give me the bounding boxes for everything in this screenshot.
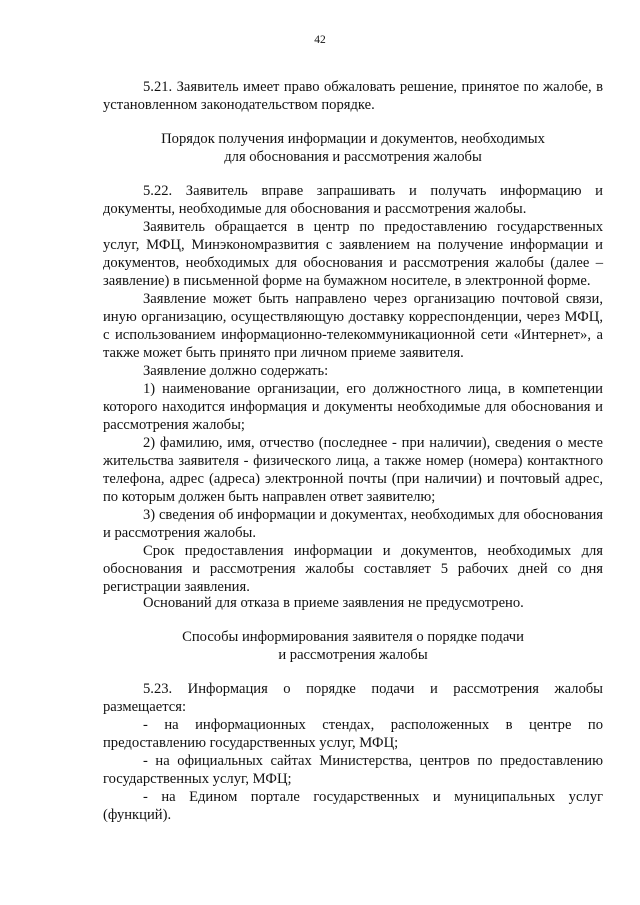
section-heading-line: для обоснования и рассмотрения жалобы (224, 149, 482, 165)
list-item-3: 3) сведения об информации и документах, необходимых для обоснования и рассмотрения жалобы. (103, 507, 603, 541)
section-heading-obtaining-info (103, 130, 603, 166)
list-item-1: 1) наименование организации, его должностного лица, в компетенции которого находится информация и документы необходимые для обоснования и рассмотрения жалобы; (103, 381, 603, 433)
page-number: 42 (314, 34, 326, 46)
list-item-2: 2) фамилию, имя, отчество (последнее - при наличии), сведения о месте жительства заявителя - физического лица, а также номер (номера) контактного телефона, адрес (адреса) электронной почты (при наличии) и почтовый адрес, по которым должен быть направлен ответ заявителю; (103, 435, 603, 505)
paragraph-no-refusal: Оснований для отказа в приеме заявления не предусмотрено. (143, 595, 524, 611)
list-item-websites: - на официальных сайтах Министерства, центров по предоставлению государственных услуг, МФЦ; (103, 753, 603, 787)
paragraph-5-22: 5.22. Заявитель вправе запрашивать и получать информацию и документы, необходимые для обоснования и рассмотрения жалобы. (103, 183, 603, 217)
section-heading-line: Способы информирования заявителя о порядке подачи (182, 629, 524, 645)
section-heading-informing (103, 628, 603, 664)
list-item-portal: - на Едином портале государственных и муниципальных услуг (функций). (103, 789, 603, 823)
paragraph-applicant-request: Заявитель обращается в центр по предоставлению государственных услуг, МФЦ, Минэкономразвития с заявлением на получение информации и документов, необходимых для обоснования и рассмотрения жалобы (далее – заявление) в письменной форме на бумажном носителе, в электронной форме. (103, 219, 603, 289)
paragraph-submission-channels: Заявление может быть направлено через организацию почтовой связи, иную организацию, осуществляющую доставку корреспонденции, через МФЦ, с использованием информационно-телекоммуникационной сети «Интернет», а также может быть принято при личном приеме заявителя. (103, 291, 603, 361)
section-heading-line: и рассмотрения жалобы (278, 647, 428, 663)
paragraph-deadline: Срок предоставления информации и документов, необходимых для обоснования и рассмотрения жалобы составляет 5 рабочих дней со дня регистрации заявления. (103, 543, 603, 595)
paragraph-5-23: 5.23. Информация о порядке подачи и рассмотрения жалобы размещается: (103, 681, 603, 715)
list-item-stands: - на информационных стендах, расположенных в центре по предоставлению государственных услуг, МФЦ; (103, 717, 603, 751)
paragraph-contents-intro: Заявление должно содержать: (143, 363, 329, 379)
section-heading-line: Порядок получения информации и документов, необходимых (161, 131, 545, 147)
paragraph-5-21: 5.21. Заявитель имеет право обжаловать решение, принятое по жалобе, в установленном законодательством порядке. (103, 79, 603, 113)
